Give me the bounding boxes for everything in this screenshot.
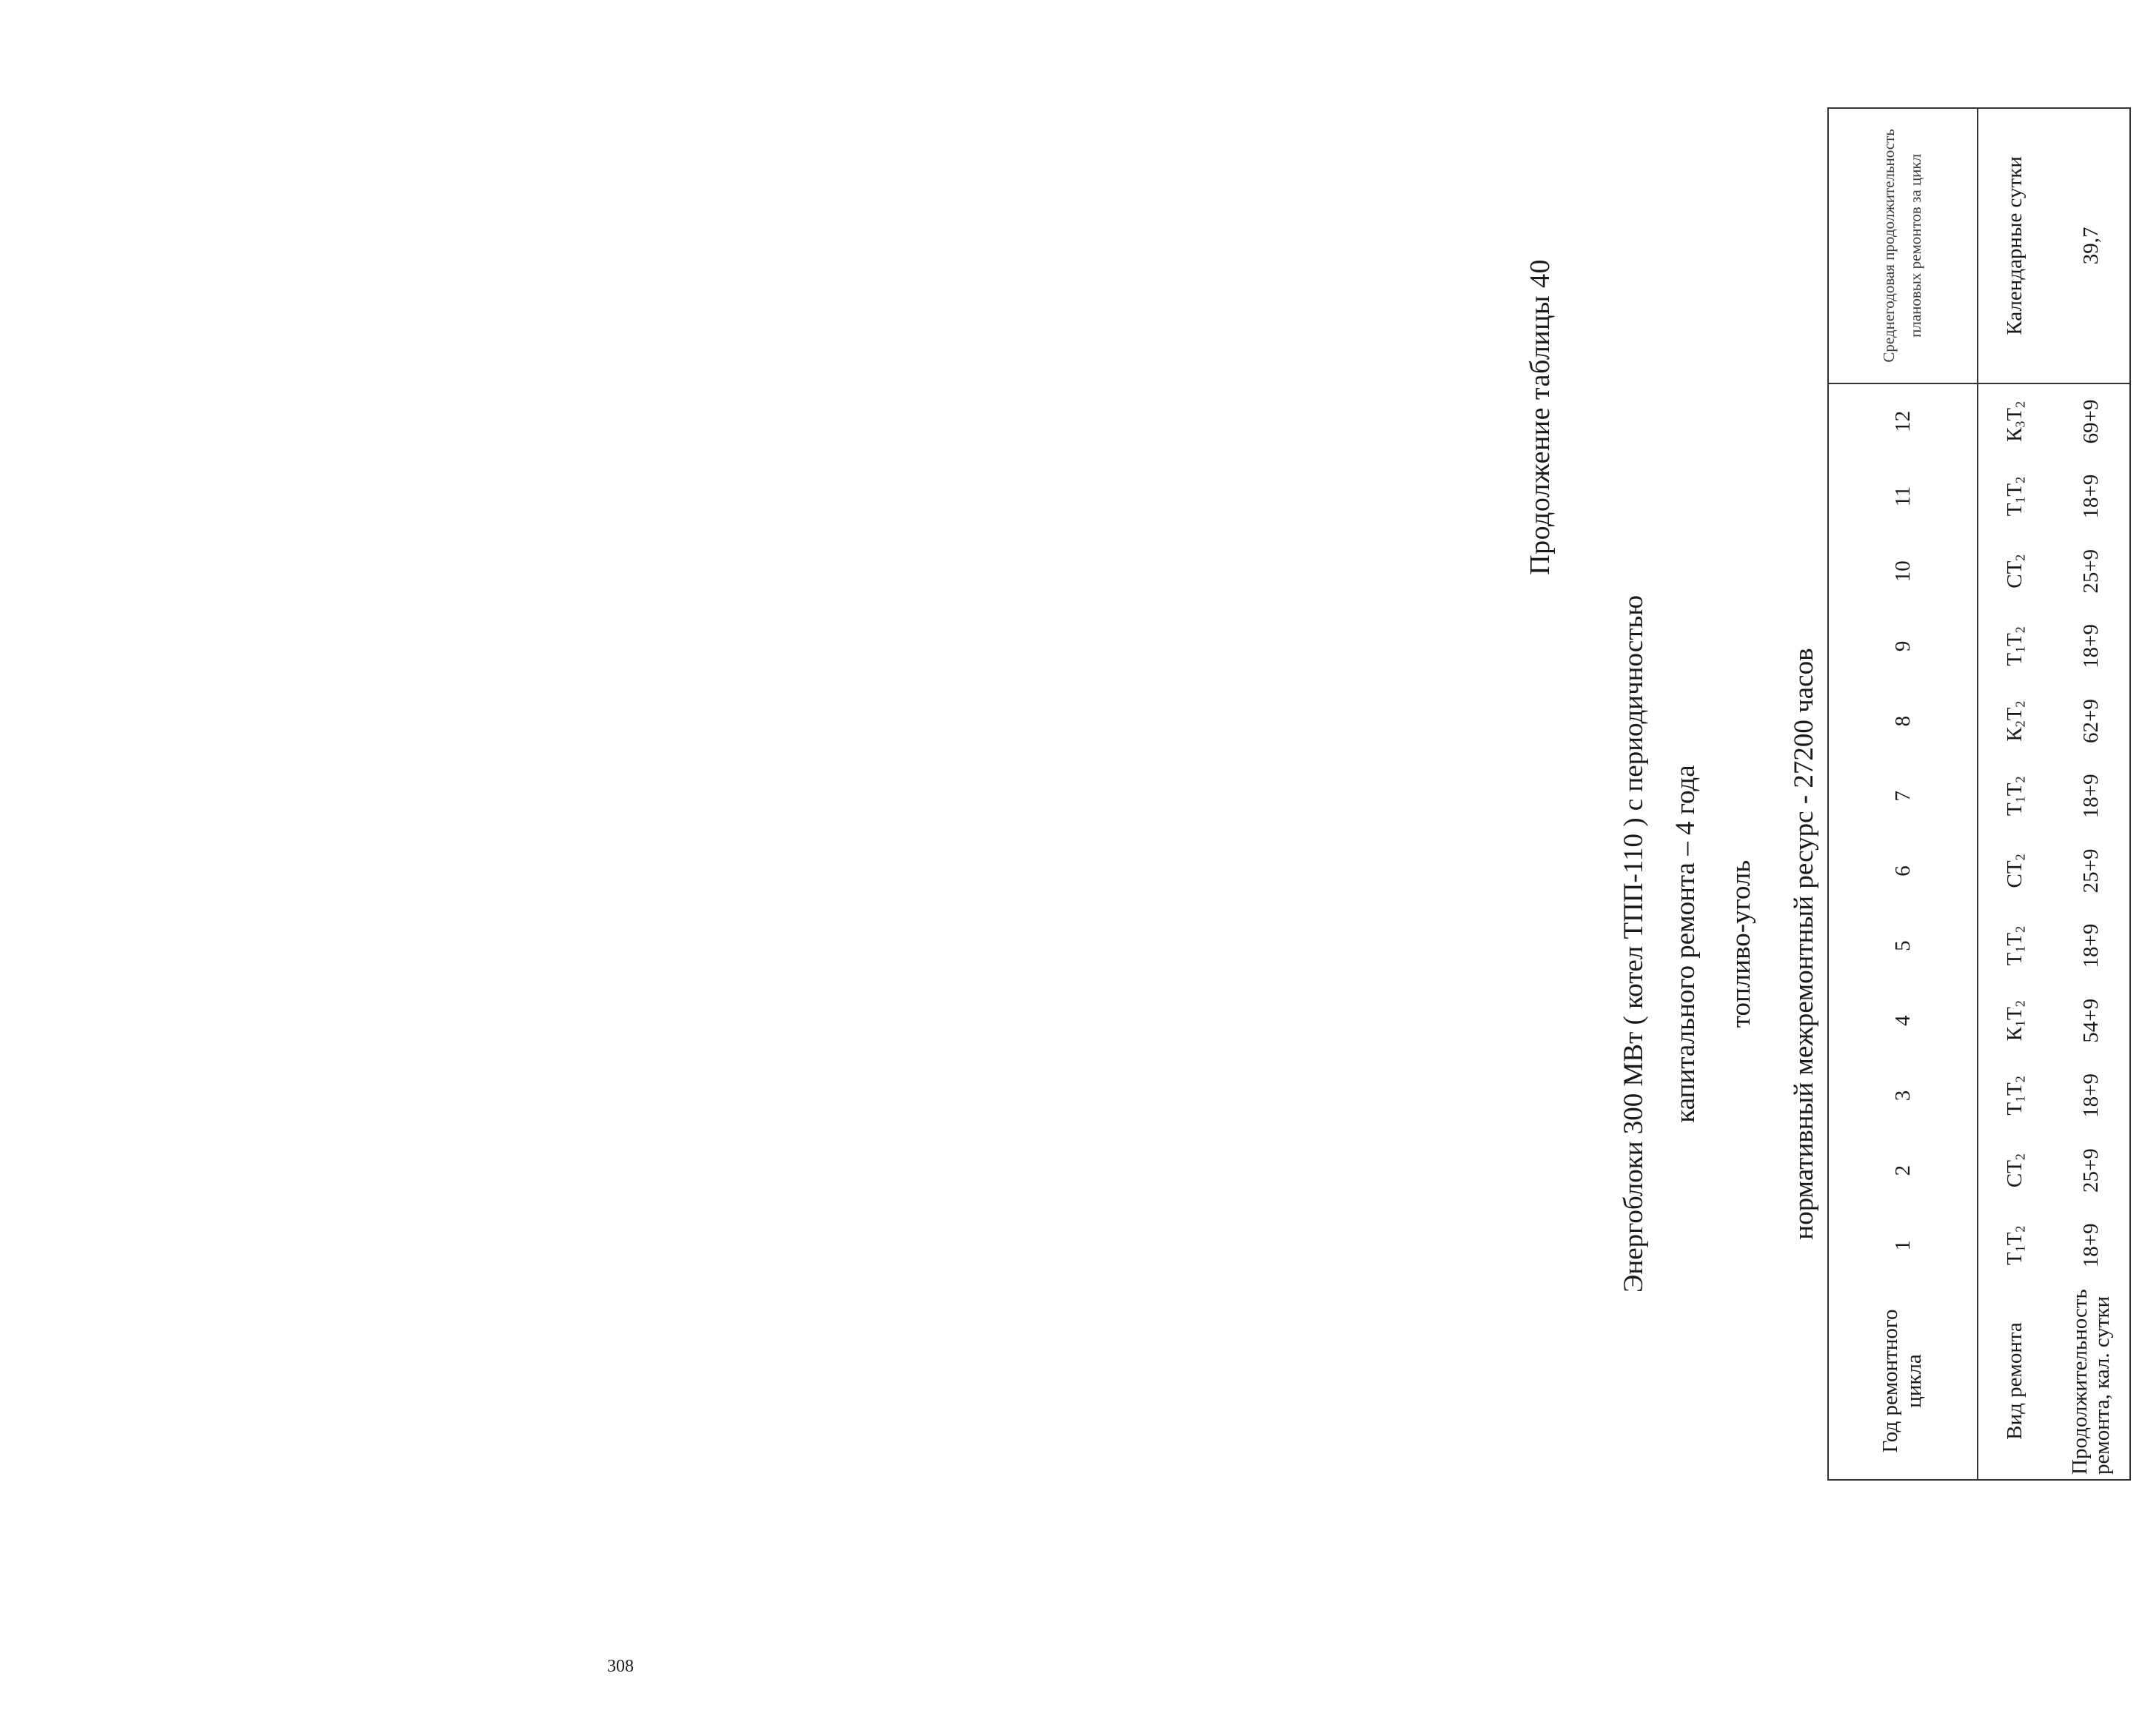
- repair-type-cell: $Т_1Т_2$: [1978, 609, 2052, 683]
- repair-type-cell: $Т_1Т_2$: [1978, 1058, 2052, 1133]
- duration-cell: 18+9: [2078, 923, 2103, 968]
- document-title-line-1: Энергоблоки 300 МВт ( котел ТПП-110 ) с периодичностью: [1619, 594, 1649, 1293]
- repair-type-cell: $К_1Т_2$: [1978, 983, 2052, 1058]
- year-cell: 1: [1890, 1240, 1915, 1251]
- row-label-type: Вид ремонта: [1978, 1283, 2052, 1480]
- year-cell: 5: [1890, 940, 1915, 951]
- duration-cell: 25+9: [2078, 848, 2103, 894]
- duration-cell: 25+9: [2078, 549, 2103, 594]
- avg-duration-unit: Календарные сутки: [1978, 108, 2052, 383]
- repair-type-cell: $СТ_2$: [1978, 534, 2052, 609]
- duration-cell: 18+9: [2078, 1223, 2103, 1268]
- repair-type-cell: $К_3Т_2$: [1978, 383, 2052, 459]
- year-cell: 10: [1890, 560, 1915, 583]
- repair-type-cell: $Т_1Т_2$: [1978, 759, 2052, 834]
- year-cell: 11: [1890, 486, 1915, 507]
- avg-duration-value: 39,7: [2052, 108, 2130, 383]
- rotated-page-content: [1239, 111, 2142, 1666]
- duration-cell: 18+9: [2078, 1073, 2103, 1118]
- repair-type-cell: $Т_1Т_2$: [1978, 459, 2052, 534]
- document-title-line-4: нормативный межремонтный ресурс - 27200 часов: [1789, 648, 1819, 1240]
- table-row-repair-type: [1978, 108, 2052, 1480]
- avg-duration-header: Среднегодовая продолжительность плановых ремонтов за цикл: [1828, 108, 1978, 383]
- repair-type-cell: $СТ_2$: [1978, 1133, 2052, 1208]
- year-cell: 6: [1890, 865, 1915, 877]
- duration-cell: 54+9: [2078, 998, 2103, 1043]
- table-row-duration: [2052, 108, 2130, 1480]
- year-cell: 4: [1890, 1015, 1915, 1027]
- repair-type-cell: $К_2Т_2$: [1978, 684, 2052, 759]
- document-title-line-3: топливо-уголь: [1726, 859, 1756, 1028]
- row-label-duration: Продолжительность ремонта, кал. сутки: [2067, 1289, 2114, 1475]
- document-title-line-2: капитального ремонта – 4 года: [1670, 765, 1701, 1123]
- year-cell: 7: [1890, 791, 1915, 802]
- duration-cell: 69+9: [2078, 399, 2103, 444]
- repair-schedule-table: [1827, 107, 2131, 1481]
- duration-cell: 62+9: [2078, 699, 2103, 744]
- duration-cell: 18+9: [2078, 774, 2103, 819]
- duration-cell: 18+9: [2078, 623, 2103, 668]
- repair-type-cell: $Т_1Т_2$: [1978, 1208, 2052, 1283]
- table-row-years: [1828, 108, 1978, 1480]
- year-cell: 2: [1890, 1164, 1915, 1176]
- duration-cell: 18+9: [2078, 474, 2103, 519]
- year-cell: 8: [1890, 715, 1915, 727]
- year-cell: 12: [1890, 410, 1915, 432]
- year-cell: 3: [1890, 1090, 1915, 1102]
- table-continuation-heading: Продолжение таблицы 40: [1524, 259, 1556, 575]
- repair-type-cell: $Т_1Т_2$: [1978, 908, 2052, 983]
- repair-type-cell: $СТ_2$: [1978, 834, 2052, 908]
- row-label-year: Год ремонтного цикла: [1878, 1309, 1926, 1453]
- year-cell: 9: [1890, 640, 1915, 652]
- duration-cell: 25+9: [2078, 1148, 2103, 1193]
- page-number: 308: [607, 1657, 634, 1676]
